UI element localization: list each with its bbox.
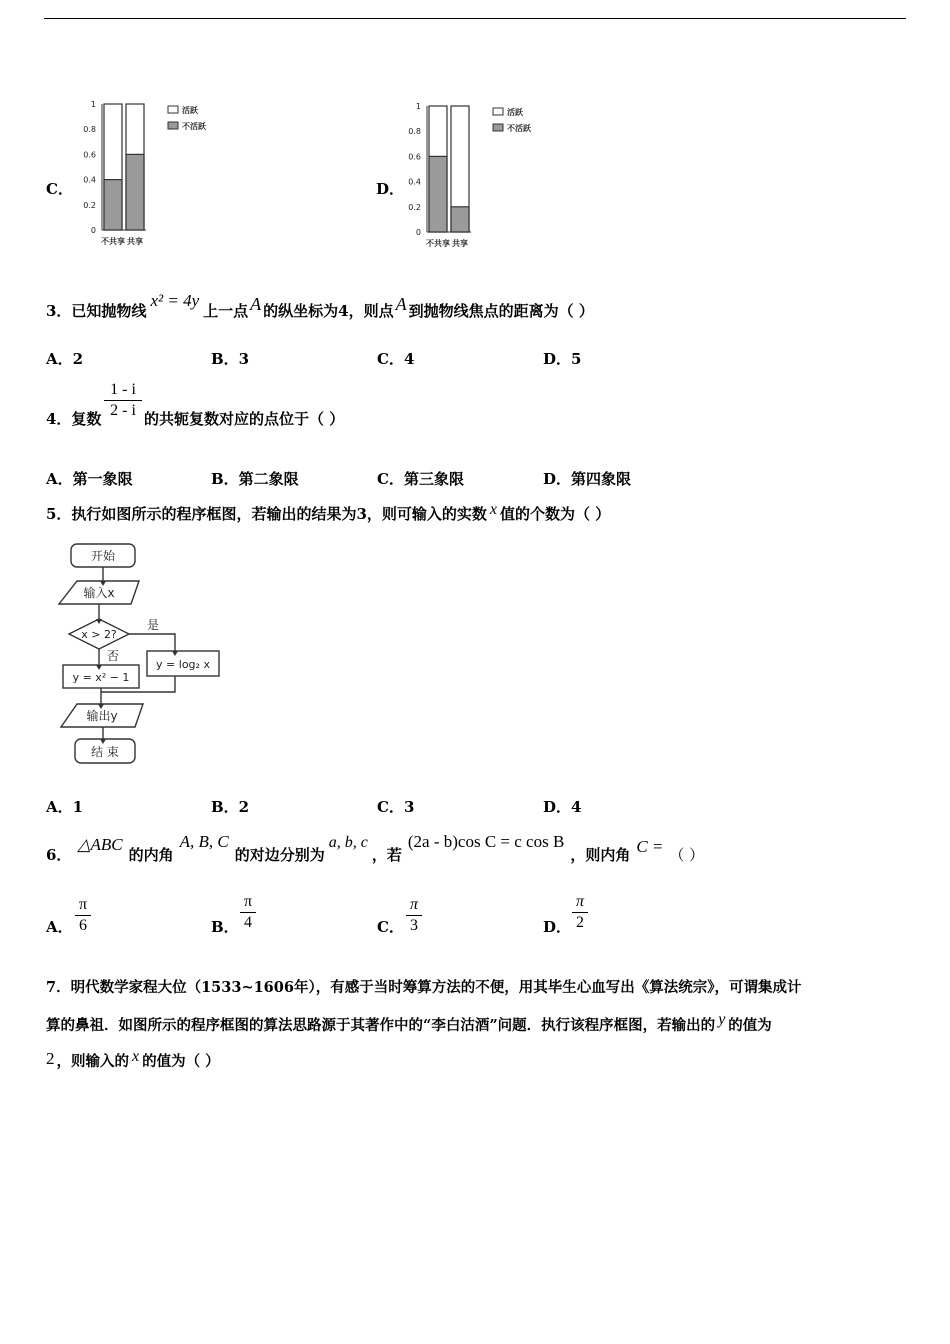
chart-d-y-tick: 0.6	[408, 152, 421, 162]
q4-text-1: 4．复数	[46, 410, 102, 428]
q6-triangle: △ABC	[77, 835, 123, 854]
flow-log-label: y = log₂ x	[156, 658, 210, 671]
flow-no-label: 否	[107, 649, 120, 663]
chart-c-y-tick: 0.4	[83, 175, 96, 185]
q7-line-1: 7．明代数学家程大位（1533~1606年），有感于当时筹算方法的不便，用其毕生心血写出《算法统宗》，可谓集成计	[46, 979, 802, 996]
chart-c-legend-active-swatch	[168, 106, 178, 113]
q3-text-2: 上一点	[203, 302, 249, 320]
chart-c-y-tick: 0	[90, 226, 96, 235]
q6-option-d-fraction	[572, 892, 588, 933]
q6-text-6: （ ）	[669, 846, 705, 864]
q3-point-a: A	[250, 294, 262, 314]
q6-option-c-fraction	[406, 895, 422, 936]
chart-d-y-tick: 0.2	[408, 202, 421, 212]
q6-sides: a, b, c	[328, 834, 368, 851]
q7-line-2-tail: 的值为	[728, 1017, 772, 1034]
chart-d-y-tick: 1	[415, 102, 421, 111]
q3-text-1: 3．已知抛物线	[46, 302, 147, 320]
q3-text-3: 的纵坐标为4，则点	[263, 302, 394, 320]
chart-c-bar-inactive	[104, 180, 122, 230]
q7-line-3-text: ，则输入的	[56, 1053, 129, 1070]
chart-c-legend-active: 活跃	[182, 106, 198, 115]
q4-option-b: B．第二象限	[211, 470, 299, 488]
chart-d-x-label: 共享	[452, 239, 468, 248]
chart-c-legend-inactive: 不活跃	[182, 122, 206, 131]
chart-d-x-label: 不共享	[426, 239, 450, 248]
q3-point-a-2: A	[395, 294, 407, 314]
flow-output-label: 输出y	[86, 709, 118, 723]
chart-d-legend-inactive: 不活跃	[507, 124, 531, 133]
q5-option-a: A．1	[46, 798, 84, 816]
flow-start-label: 开始	[90, 549, 116, 563]
q4-numerator: 1 - i	[110, 381, 136, 398]
q6-text-4: ，若	[371, 846, 402, 864]
q3-option-c: C．4	[377, 350, 415, 368]
q6-option-a-label: A．	[46, 918, 73, 936]
q6-option-c-num: π	[409, 896, 418, 913]
q3-equation: x² = 4y	[150, 291, 200, 310]
q5-option-c: C．3	[377, 798, 415, 816]
q6-option-d-den: 2	[576, 914, 584, 931]
option-c-label: C．	[46, 180, 73, 198]
chart-c-y-tick: 0.8	[83, 125, 96, 135]
q4-option-a: A．第一象限	[46, 470, 133, 488]
q6-option-a-fraction	[75, 895, 91, 936]
q6-equation: (2a - b)cos C = c cos B	[407, 832, 565, 851]
chart-d-bar-inactive	[429, 156, 447, 232]
q5-option-b: B．2	[211, 798, 250, 816]
q6-option-b-num: π	[243, 893, 253, 910]
q7-var-y: y	[718, 1011, 726, 1028]
chart-d-y-tick: 0.8	[408, 127, 421, 137]
q6-option-b-den: 4	[244, 914, 252, 931]
q5-var-x: x	[489, 501, 497, 518]
q7-line-2-text: 算的鼻祖．如图所示的程序框图的算法思路源于其著作中的“李白沽酒”问题．执行该程序框图，若输出的	[46, 1017, 716, 1034]
chart-d-legend-active-swatch	[493, 108, 503, 115]
q7-value-two: 2	[46, 1049, 55, 1068]
q6-text-5: ，则内角	[570, 846, 631, 864]
q3-option-d: D．5	[543, 350, 582, 368]
q4-denominator: 2 - i	[110, 402, 136, 419]
chart-c	[80, 96, 210, 256]
chart-d-bar-inactive	[451, 207, 469, 232]
q4-option-c: C．第三象限	[377, 470, 464, 488]
option-d-label: D．	[376, 180, 405, 198]
q4-fraction	[104, 380, 142, 421]
chart-c-x-label: 不共享	[101, 237, 125, 246]
chart-c-legend-inactive-swatch	[168, 122, 178, 129]
chart-c-x-label: 共享	[127, 237, 143, 246]
q3-option-a: A．2	[46, 350, 84, 368]
chart-c-y-tick: 1	[90, 100, 96, 109]
question-6	[46, 832, 705, 865]
chart-d	[405, 98, 540, 258]
flowchart-q5	[55, 540, 230, 772]
q7-line-2	[46, 1011, 772, 1035]
chart-d-y-tick: 0	[415, 228, 421, 237]
q6-angles: A, B, C	[179, 832, 229, 851]
flow-cond-label: x > 2?	[81, 628, 117, 641]
q6-option-a-den: 6	[79, 917, 87, 934]
q6-option-c-label: C．	[377, 918, 404, 936]
q6-option-d-num: π	[575, 893, 584, 910]
flow-square-label: y = x² − 1	[72, 671, 130, 684]
chart-c-y-tick: 0.6	[83, 150, 96, 160]
chart-d-legend-inactive-swatch	[493, 124, 503, 131]
q6-text-1: 6．	[46, 846, 72, 864]
q6-text-3: 的对边分别为	[234, 846, 325, 864]
q6-option-b-label: B．	[211, 918, 239, 936]
header-rule	[44, 18, 906, 19]
q4-option-d: D．第四象限	[543, 470, 632, 488]
question-3	[46, 291, 594, 321]
q3-text-4: 到抛物线焦点的距离为（ ）	[408, 302, 594, 320]
q6-option-d-label: D．	[543, 918, 572, 936]
chart-d-y-tick: 0.4	[408, 177, 421, 187]
q7-line-3-tail: 的值为（ ）	[142, 1053, 220, 1070]
question-5	[46, 503, 610, 524]
q4-text-2: 的共轭复数对应的点位于（ ）	[144, 410, 345, 428]
q6-angle-c: C =	[636, 837, 664, 856]
chart-c-y-tick: 0.2	[83, 200, 96, 210]
q5-option-d: D．4	[543, 798, 582, 816]
flow-input-label: 输入x	[83, 586, 115, 600]
q6-option-a-num: π	[78, 896, 88, 913]
chart-c-bar-inactive	[126, 154, 144, 230]
q5-text-2: 值的个数为（ ）	[500, 505, 611, 523]
flow-yes-label: 是	[147, 618, 160, 632]
q5-text-1: 5．执行如图所示的程序框图，若输出的结果为3，则可输入的实数	[46, 505, 487, 523]
q7-var-x: x	[132, 1048, 140, 1065]
q3-option-b: B．3	[211, 350, 250, 368]
flow-end-label: 结 束	[91, 745, 119, 759]
q6-option-b-fraction	[240, 892, 256, 933]
q6-option-c-den: 3	[410, 917, 418, 934]
q6-text-2: 的内角	[128, 846, 174, 864]
q7-line-3	[46, 1050, 220, 1071]
chart-d-legend-active: 活跃	[507, 108, 523, 117]
